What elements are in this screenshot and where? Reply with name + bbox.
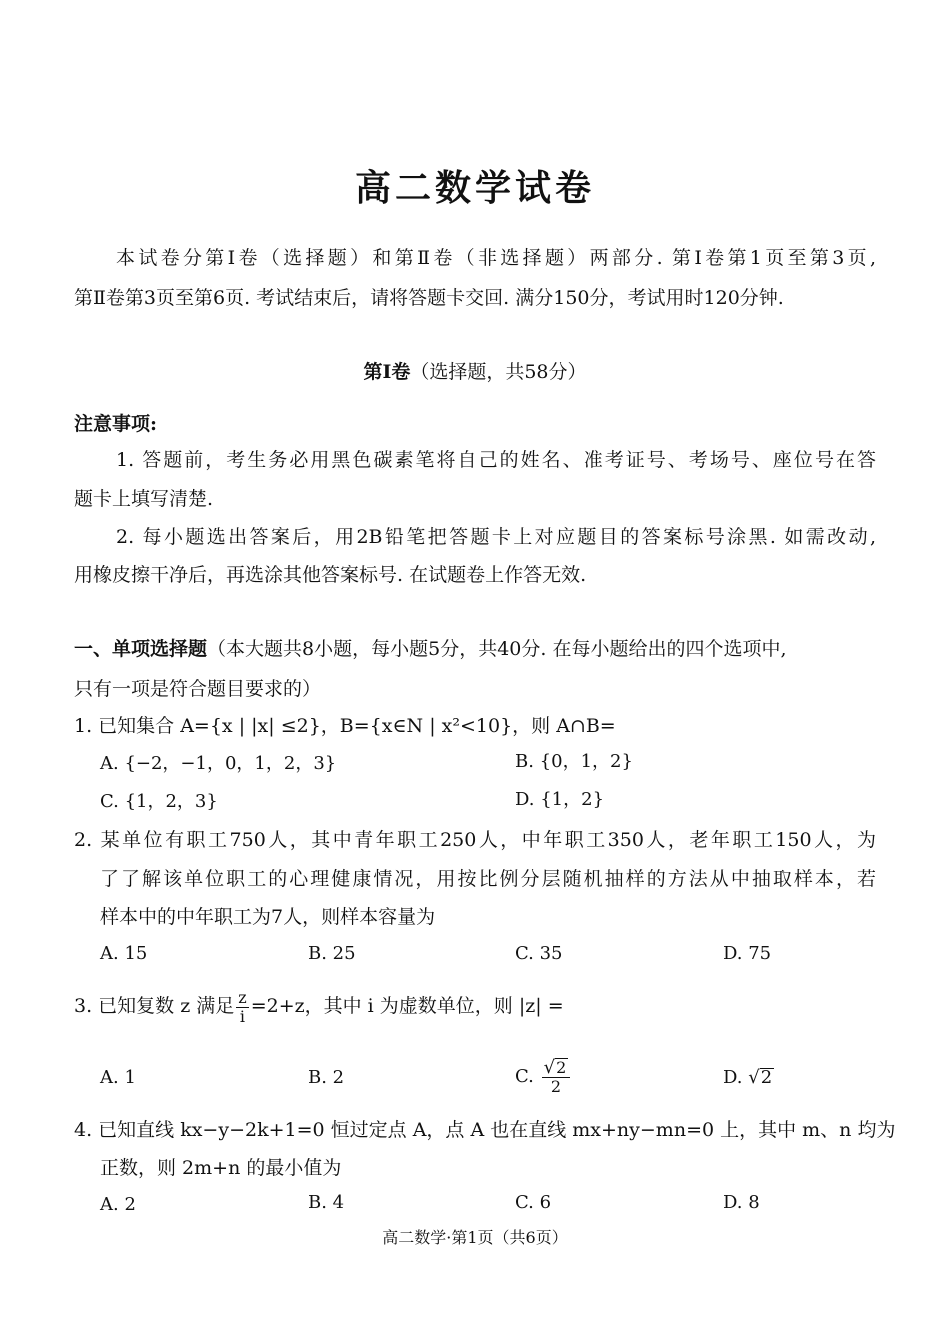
q2-option-a: A. 15 (100, 943, 148, 964)
q4-option-a: A. 2 (100, 1194, 136, 1215)
q2-line-1: 2. 某单位有职工750人，其中青年职工250人，中年职工350人，老年职工150人，为 (74, 829, 876, 851)
page-title: 高二数学试卷 (354, 167, 595, 209)
section-heading (0, 357, 950, 384)
q1-stem: 1. 已知集合 A={x | |x| ≤2}，B={x∈N | x²<10}，则 A∩B= (74, 715, 616, 737)
q3-option-d: D. √2 (723, 1067, 773, 1088)
part1-heading (74, 637, 876, 661)
part1-heading-bold: 一、单项选择题 (74, 638, 208, 660)
q3-stem-post: =2+z，其中 i 为虚数单位，则 |z| = (250, 995, 564, 1017)
q3-option-c-label: C. (515, 1066, 534, 1087)
q4-option-c: C. 6 (515, 1192, 552, 1213)
q3-option-c-fraction (542, 1058, 571, 1096)
note-2-line-1: 2. 每小题选出答案后，用2B铅笔把答题卡上对应题目的答案标号涂黑. 如需改动, (116, 526, 876, 548)
page-footer: 高二数学·第1页（共6页） (382, 1228, 568, 1247)
q2-option-b: B. 25 (308, 943, 356, 964)
q3-stem (74, 986, 564, 1026)
q3-option-d-radicand: 2 (760, 1067, 773, 1088)
q3-option-c-radicand: 2 (556, 1058, 567, 1077)
note-1-line-1: 1. 答题前，考生务必用黑色碳素笔将自己的姓名、准考证号、考场号、座位号在答 (116, 449, 876, 471)
q2-line-3: 样本中的中年职工为7人，则样本容量为 (100, 906, 436, 928)
q4-line-1: 4. 已知直线 kx−y−2k+1=0 恒过定点 A，点 A 也在直线 mx+ny−mn=0 上，其中 m、n 均为 (74, 1119, 896, 1141)
q3-option-d-label: D. (723, 1067, 743, 1088)
intro-line-1: 本试卷分第Ⅰ卷（选择题）和第Ⅱ卷（非选择题）两部分. 第Ⅰ卷第1页至第3页, (116, 247, 876, 269)
q4-option-d: D. 8 (723, 1192, 760, 1213)
intro-line-2: 第Ⅱ卷第3页至第6页. 考试结束后，请将答题卡交回. 满分150分，考试用时120分钟. (74, 287, 784, 309)
section-heading-bold: 第Ⅰ卷 (363, 361, 411, 383)
q3-frac-num: z (238, 987, 247, 1007)
q3-option-c-den: 2 (550, 1077, 562, 1096)
q2-line-2: 了了解该单位职工的心理健康情况，用按比例分层随机抽样的方法从中抽取样本，若 (100, 868, 876, 890)
q1-option-d: D. {1，2} (515, 789, 605, 810)
q3-frac-den: i (239, 1006, 246, 1026)
q4-line-2: 正数，则 2m+n 的最小值为 (100, 1157, 342, 1179)
q2-option-d: D. 75 (723, 943, 772, 964)
q3-option-a: A. 1 (100, 1067, 136, 1088)
notes-heading: 注意事项: (74, 413, 158, 435)
part1-heading-rest: （本大题共8小题，每小题5分，共40分. 在每小题给出的四个选项中, (207, 638, 787, 660)
q3-option-c (515, 1050, 572, 1104)
q4-option-b: B. 4 (308, 1192, 345, 1213)
q2-option-c: C. 35 (515, 943, 563, 964)
note-1-line-2: 题卡上填写清楚. (74, 488, 214, 510)
note-2-line-2: 用橡皮擦干净后，再选涂其他答案标号. 在试题卷上作答无效. (74, 564, 587, 586)
q1-option-b: B. {0，1，2} (515, 751, 633, 772)
q3-stem-pre: 3. 已知复数 z 满足 (74, 995, 235, 1017)
q3-option-c-num: √2 (542, 1058, 571, 1078)
q3-fraction (236, 989, 248, 1026)
q1-option-c: C. {1，2，3} (100, 791, 218, 812)
q3-option-b: B. 2 (308, 1067, 345, 1088)
part1-heading-line-2: 只有一项是符合题目要求的） (74, 678, 322, 700)
q1-option-a: A. {−2，−1，0，1，2，3} (100, 753, 337, 774)
section-heading-rest: （选择题，共58分） (410, 361, 587, 383)
